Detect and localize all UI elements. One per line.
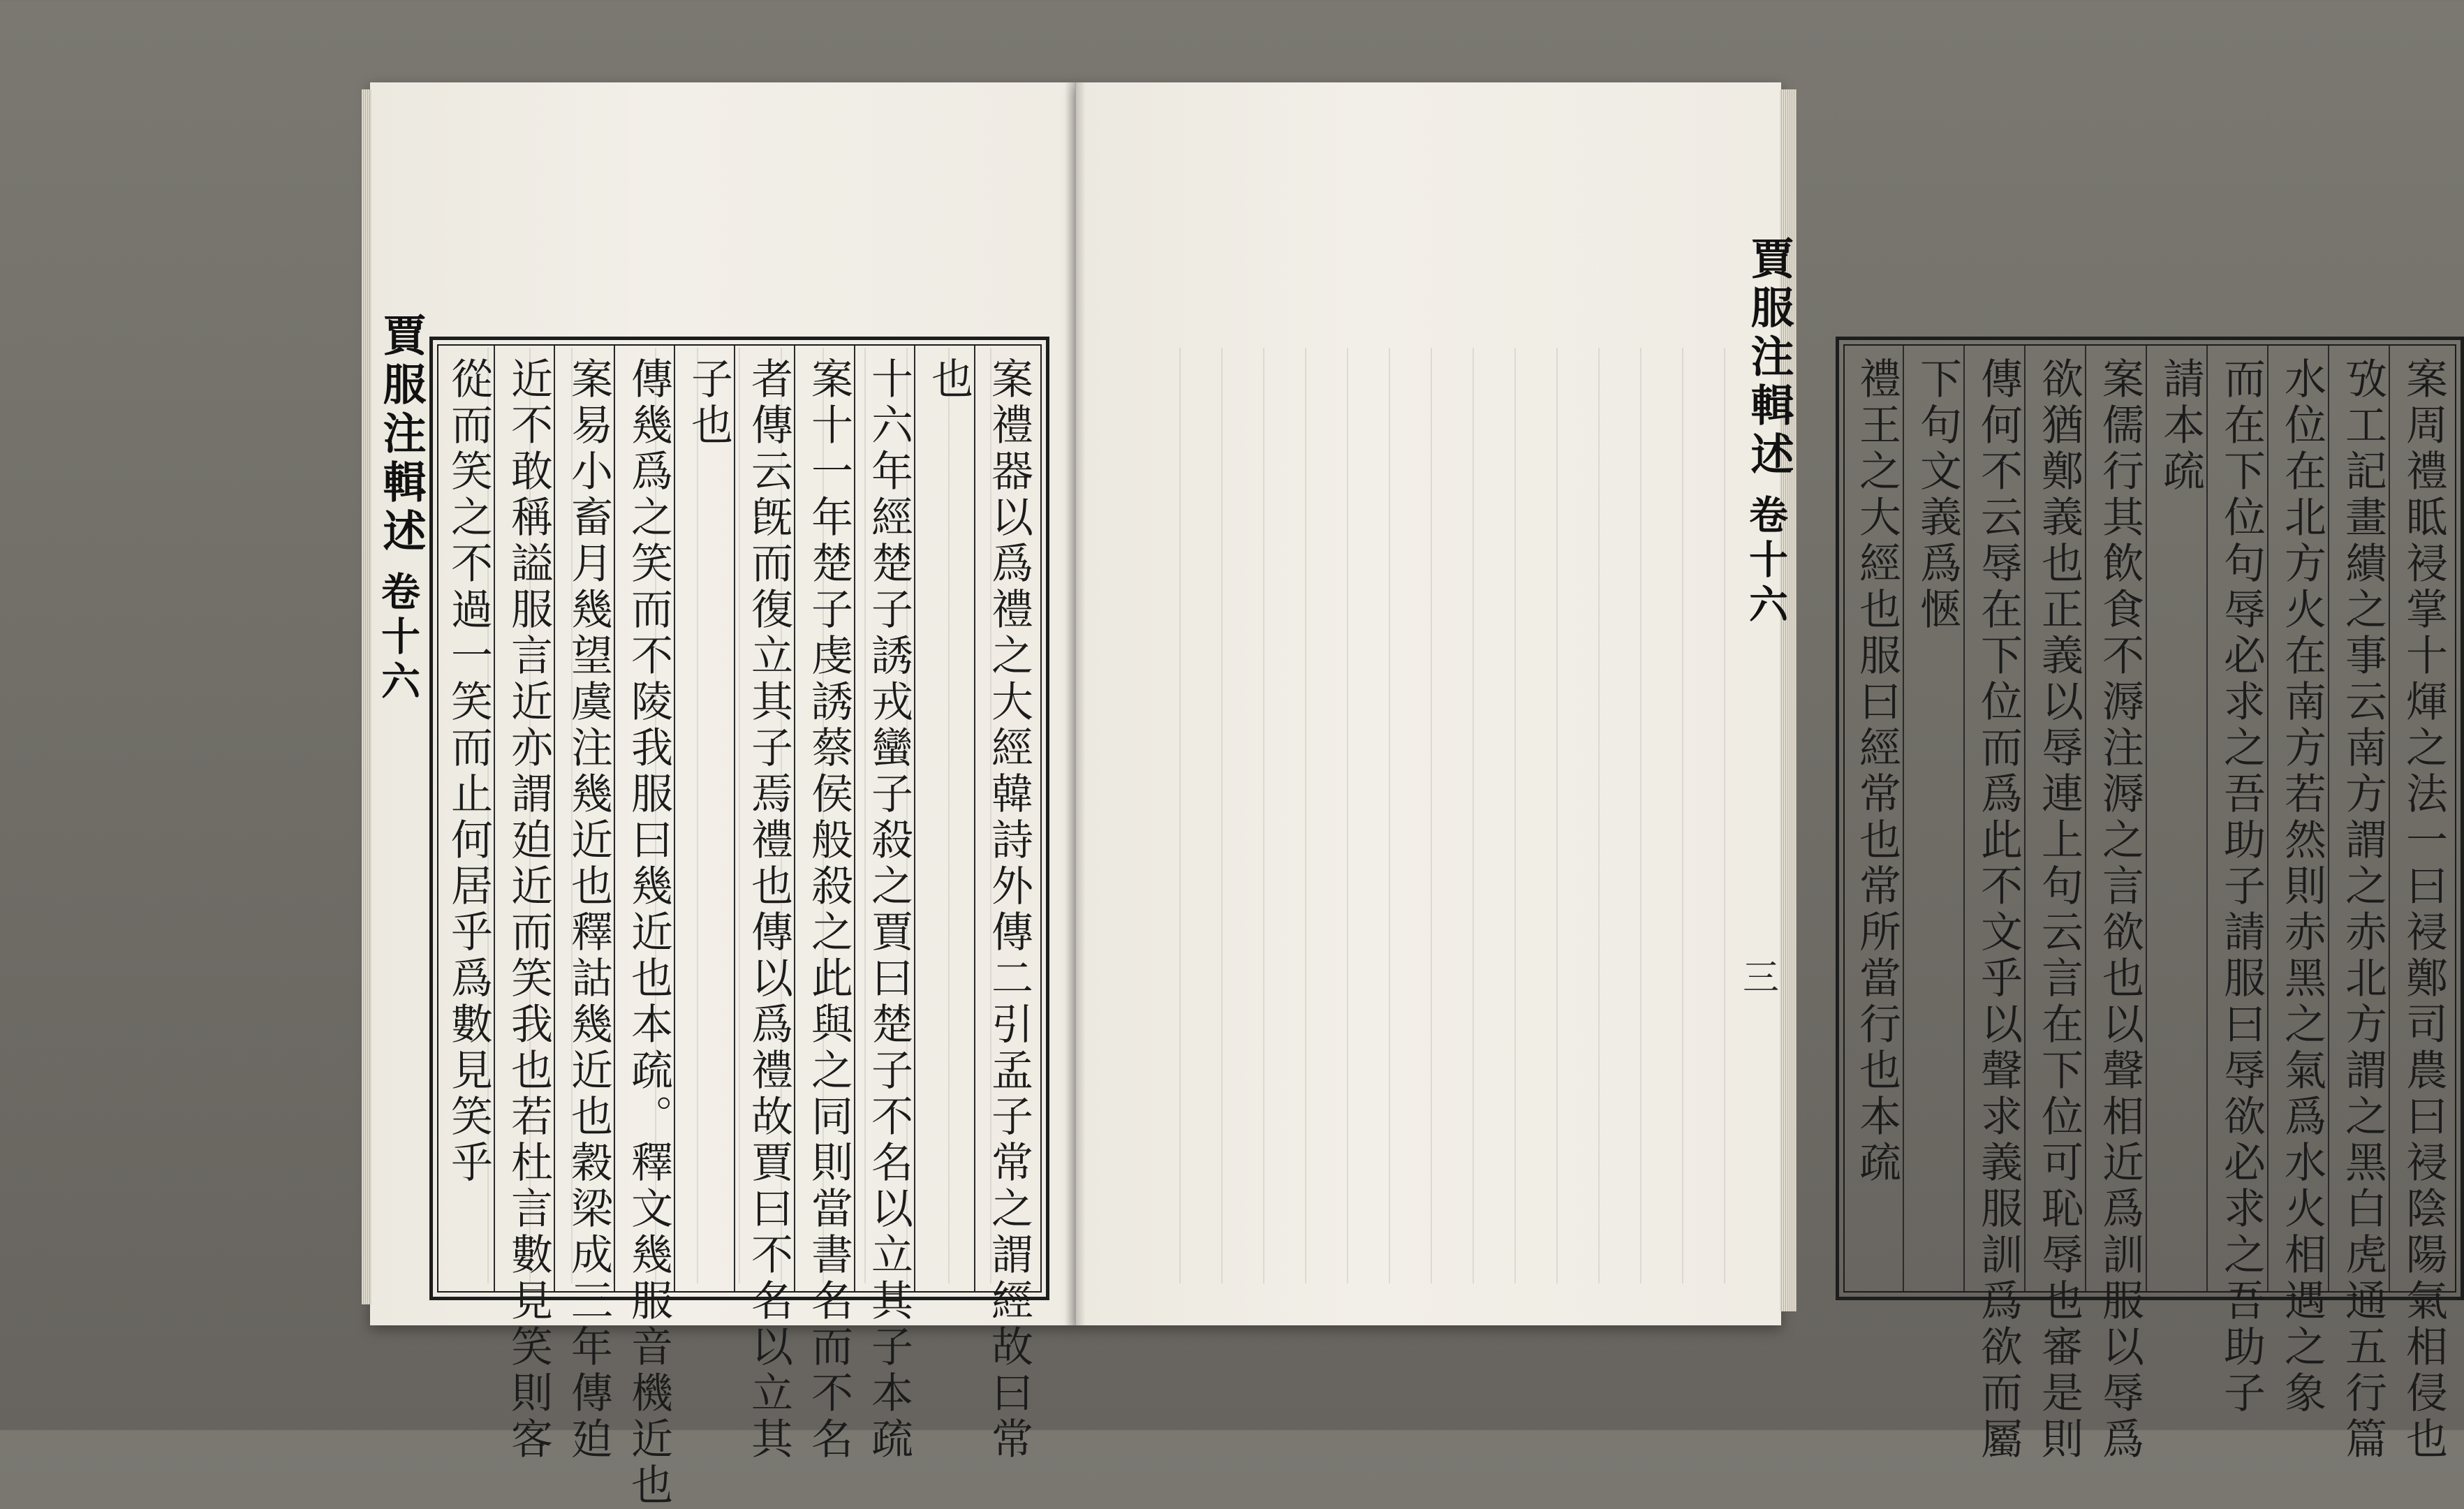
- text-column-1: 案禮器以爲禮之大經韓詩外傳二引孟子常之謂經故曰常: [984, 357, 1033, 1463]
- right-page: [1075, 82, 2448, 1463]
- text-column-10: 從而笑之不過一笑而止何居乎爲數見笑乎: [444, 357, 493, 1186]
- text-column-6: 子也: [684, 357, 733, 449]
- text-column-8: 傳何不云辱在下位而爲此不文乎以聲求義服訓爲欲而屬: [1974, 357, 2023, 1463]
- text-frame: [1836, 337, 2464, 1463]
- frame-inner: [1843, 344, 2456, 1463]
- text-column-1: 案周禮眡祲掌十煇之法一曰祲鄭司農曰祲陰陽氣相侵也: [2399, 357, 2448, 1463]
- text-column-4: 而在下位句辱必求之吾助子請服曰辱欲必求之吾助子: [2217, 357, 2266, 1417]
- frame-inner: [437, 344, 1042, 1509]
- page-number: 三: [1743, 957, 1780, 999]
- book-gutter: [1065, 82, 1086, 1325]
- text-column-4: 案十一年楚子虔誘蔡侯般殺之此與之同則當書名而不名: [804, 357, 853, 1463]
- text-column-5: 請本疏: [2156, 357, 2205, 495]
- open-book: [370, 82, 2448, 1509]
- bleed-through-text: [1139, 348, 1732, 1283]
- text-frame: [429, 337, 1049, 1509]
- text-column-6: 案儒行其飲食不溽注溽之言欲也以聲相近爲訓服以辱爲: [2095, 357, 2144, 1463]
- text-column-3: 十六年經楚子誘戎蠻子殺之賈曰楚子不名以立其子本疏: [864, 357, 913, 1463]
- margin-title: 賈服注輯述: [376, 313, 427, 557]
- margin-title: 賈服注輯述: [1743, 236, 1794, 480]
- text-column-7: 欲猶鄭義也正義以辱連上句云言在下位可恥辱也審是則: [2035, 357, 2083, 1463]
- text-column-5: 者傳云旣而復立其子焉禮也傳以爲禮故賈曰不名以立其: [744, 357, 793, 1463]
- text-column-8: 案易小畜月幾望虞注幾近也釋詁幾近也穀梁成三年傳廹: [564, 357, 613, 1463]
- text-column-9: 近不敢稱謚服言近亦謂廹近而笑我也若杜言數見笑則客: [504, 357, 553, 1463]
- left-page: [370, 82, 1076, 1509]
- text-column-7: 傳幾爲之笑而不陵我服曰幾近也本疏。釋文幾服音機近也: [624, 357, 673, 1509]
- text-column-2: 也: [924, 357, 973, 403]
- text-column-2: 攷工記畫繢之事云南方謂之赤北方謂之黑白虎通五行篇: [2338, 357, 2387, 1463]
- text-column-3: 水位在北方火在南方若然則赤黑之氣爲水火相遇之象: [2278, 357, 2326, 1417]
- text-column-9: 下句文義爲愜: [1913, 357, 1962, 633]
- margin-volume: 卷十六: [1743, 494, 1789, 628]
- margin-volume: 卷十六: [375, 571, 421, 705]
- text-column-10: 禮王之大經也服曰經常也常所當行也本疏: [1852, 357, 1901, 1186]
